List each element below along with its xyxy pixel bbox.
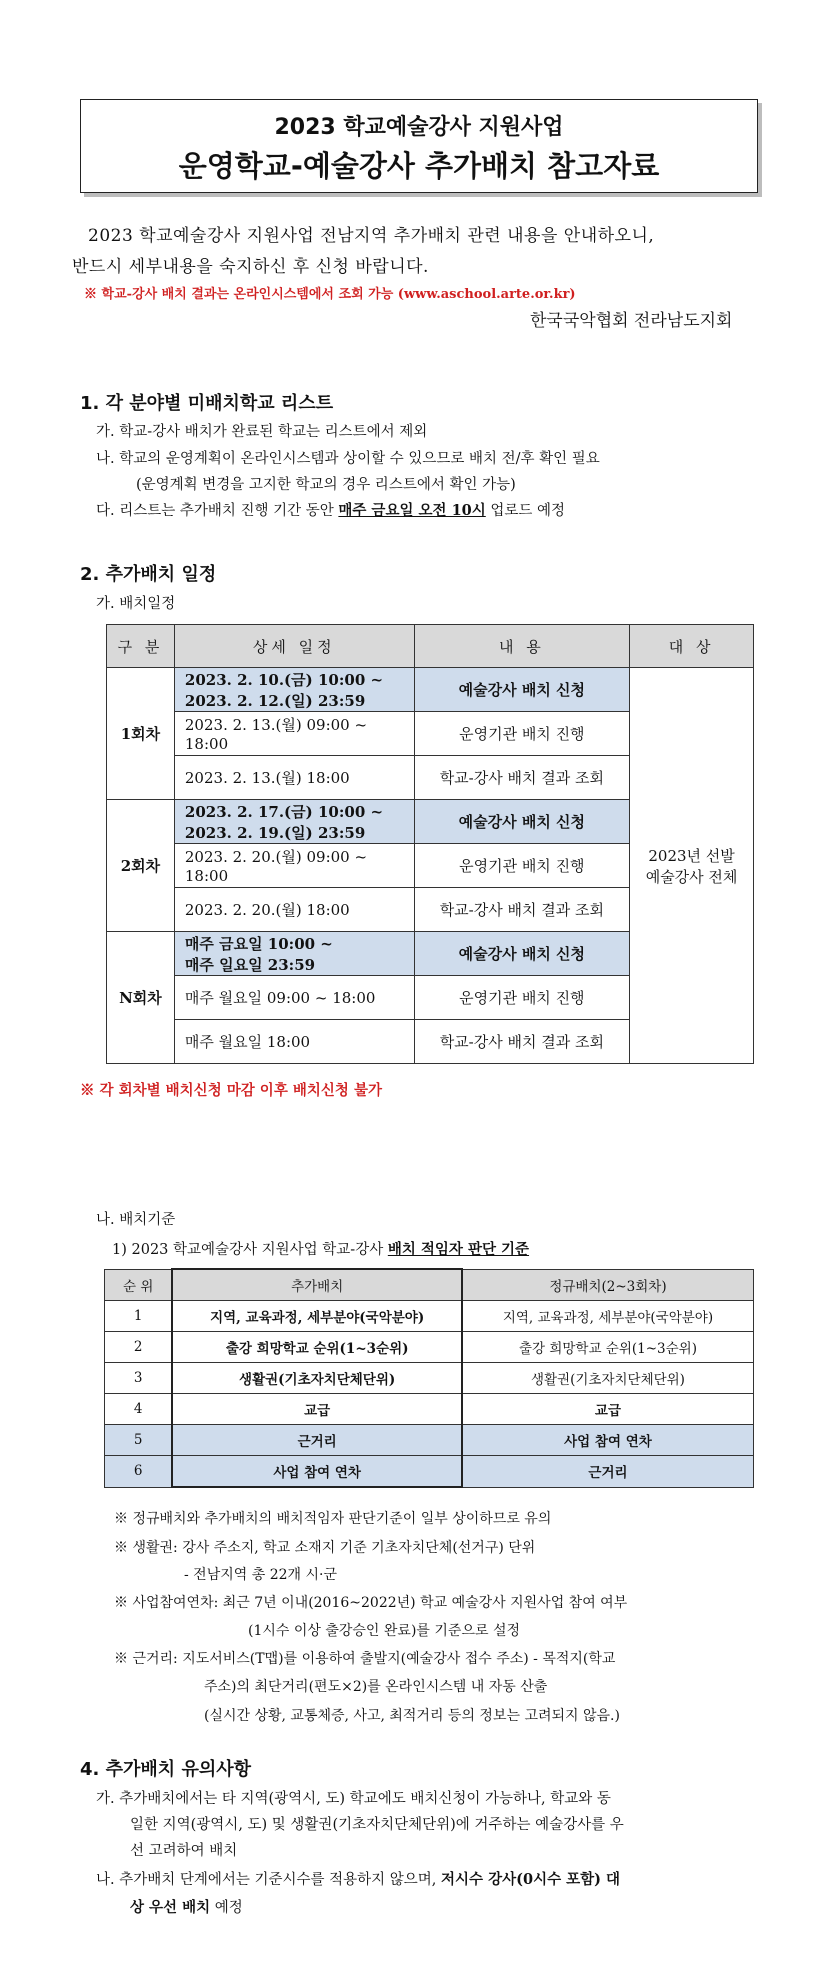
target-line-2: 예술강사 전체	[645, 867, 738, 886]
criteria-regular: 사업 참여 연차	[462, 1425, 754, 1456]
round-content: 예술강사 배치 신청	[414, 668, 630, 712]
round-date	[174, 668, 414, 712]
date-start: 매주 금요일 10:00 ~	[184, 934, 333, 953]
table-row	[105, 1301, 754, 1332]
criteria-regular: 근거리	[462, 1456, 754, 1488]
section1-heading: 1. 각 분야별 미배치학교 리스트	[80, 393, 334, 414]
section4-na-em-2: 상 우선 배치	[130, 1899, 211, 1916]
date-end: 2023. 2. 19.(일) 23:59	[184, 823, 366, 842]
criteria-rank: 2	[105, 1332, 173, 1363]
section4-heading: 4. 추가배치 유의사항	[80, 1759, 251, 1780]
date-end: 2023. 2. 12.(일) 23:59	[184, 691, 366, 710]
section4-na-em-1: 저시수 강사(0시수 포함) 대	[441, 1871, 621, 1888]
criteria-header-regular: 정규배치(2~3회차)	[462, 1269, 754, 1301]
criteria-extra: 교급	[172, 1394, 462, 1425]
doc-title: 2023 학교예술강사 지원사업	[274, 115, 564, 140]
target-line-1: 2023년 선발	[648, 846, 735, 865]
schedule-warning: ※ 각 회차별 배치신청 마감 이후 배치신청 불가	[80, 1082, 382, 1099]
criteria-title	[112, 1238, 529, 1259]
section4-ga-line-3: 선 고려하여 배치	[130, 1843, 238, 1859]
criteria-regular: 생활권(기초자치단체단위)	[462, 1363, 754, 1394]
section2-heading: 2. 추가배치 일정	[80, 564, 217, 585]
criteria-note-2: ※ 생활권: 강사 주소지, 학교 소재지 기준 기초자치단체(선거구) 단위	[114, 1540, 536, 1556]
org-name: 한국국악협회 전라남도지회	[530, 311, 733, 331]
criteria-title-pre: 1) 2023 학교예술강사 지원사업 학교-강사	[112, 1242, 388, 1258]
round-date	[174, 800, 414, 844]
criteria-rank: 6	[105, 1456, 173, 1488]
criteria-note-2-sub: - 전남지역 총 22개 시·군	[184, 1567, 337, 1583]
section1-item-da	[96, 499, 565, 520]
round-content: 학교-강사 배치 결과 조회	[414, 888, 630, 932]
round-name: 1회차	[107, 668, 175, 800]
section4-na-line-1	[96, 1868, 620, 1889]
section1-item-da-post: 업로드 예정	[485, 503, 566, 519]
date-end: 매주 일요일 23:59	[184, 955, 316, 974]
section4-ga-line-1: 가. 추가배치에서는 타 지역(광역시, 도) 학교에도 배치신청이 가능하나, 학교와 동	[96, 1791, 611, 1807]
criteria-rank: 1	[105, 1301, 173, 1332]
round-name: N회차	[107, 932, 175, 1064]
round-date: 매주 월요일 18:00	[174, 1020, 414, 1064]
criteria-regular: 교급	[462, 1394, 754, 1425]
date-start: 2023. 2. 17.(금) 10:00 ~	[184, 802, 384, 821]
intro-line-1: 2023 학교예술강사 지원사업 전남지역 추가배치 관련 내용을 안내하오니,	[88, 226, 655, 246]
schedule-header-division: 구 분	[107, 625, 175, 668]
criteria-extra: 근거리	[172, 1425, 462, 1456]
section1-item-da-pre: 다. 리스트는 추가배치 진행 기간 동안	[96, 503, 339, 519]
section4-na-post: 예정	[210, 1900, 243, 1916]
section2-sub-ga: 가. 배치일정	[96, 596, 176, 612]
section4-na-line-2	[130, 1896, 243, 1917]
round-date: 매주 월요일 09:00 ~ 18:00	[174, 976, 414, 1020]
criteria-note-3-sub: (1시수 이상 출강승인 완료)를 기준으로 설정	[248, 1623, 520, 1639]
round-content: 운영기관 배치 진행	[414, 844, 630, 888]
criteria-title-em: 배치 적임자 판단 기준	[387, 1241, 530, 1258]
intro-note: ※ 학교-강사 배치 결과는 온라인시스템에서 조회 가능 (www.aschool.arte.or.kr)	[84, 287, 576, 302]
round-content: 예술강사 배치 신청	[414, 932, 630, 976]
round-date: 2023. 2. 13.(월) 09:00 ~ 18:00	[174, 712, 414, 756]
round-date	[174, 932, 414, 976]
schedule-header-detail: 상세 일정	[174, 625, 414, 668]
section1-item-na-sub: (운영계획 변경을 고지한 학교의 경우 리스트에서 확인 가능)	[136, 477, 516, 493]
round-content: 운영기관 배치 진행	[414, 712, 630, 756]
date-start: 2023. 2. 10.(금) 10:00 ~	[184, 670, 384, 689]
section4-na-pre: 나. 추가배치 단계에서는 기준시수를 적용하지 않으며,	[96, 1872, 442, 1888]
section1-item-da-em: 매주 금요일 오전 10시	[338, 502, 486, 519]
criteria-rank: 3	[105, 1363, 173, 1394]
table-row	[105, 1425, 754, 1456]
schedule-header-target: 대 상	[630, 625, 754, 668]
criteria-note-4-sub2: (실시간 상황, 교통체증, 사고, 최적거리 등의 정보는 고려되지 않음.)	[204, 1708, 620, 1724]
title-box	[80, 99, 758, 193]
section4-ga-line-2: 일한 지역(광역시, 도) 및 생활권(기초자치단체단위)에 거주하는 예술강사를 우	[130, 1817, 624, 1833]
criteria-extra: 생활권(기초자치단체단위)	[172, 1363, 462, 1394]
criteria-extra: 지역, 교육과정, 세부분야(국악분야)	[172, 1301, 462, 1332]
intro-line-2: 반드시 세부내용을 숙지하신 후 신청 바랍니다.	[72, 257, 429, 277]
criteria-header-row	[105, 1269, 754, 1301]
criteria-note-4-sub1: 주소)의 최단거리(편도×2)를 온라인시스템 내 자동 산출	[204, 1679, 548, 1695]
criteria-extra: 사업 참여 연차	[172, 1456, 462, 1488]
criteria-header-extra: 추가배치	[172, 1269, 462, 1301]
schedule-header-row	[107, 625, 754, 668]
criteria-rank: 4	[105, 1394, 173, 1425]
criteria-header-rank: 순 위	[105, 1269, 173, 1301]
table-row	[105, 1363, 754, 1394]
table-row	[105, 1332, 754, 1363]
criteria-regular: 출강 희망학교 순위(1~3순위)	[462, 1332, 754, 1363]
criteria-extra: 출강 희망학교 순위(1~3순위)	[172, 1332, 462, 1363]
round-content: 운영기관 배치 진행	[414, 976, 630, 1020]
criteria-regular: 지역, 교육과정, 세부분야(국악분야)	[462, 1301, 754, 1332]
round-date: 2023. 2. 13.(월) 18:00	[174, 756, 414, 800]
table-row	[105, 1394, 754, 1425]
round-name: 2회차	[107, 800, 175, 932]
criteria-note-4: ※ 근거리: 지도서비스(T맵)를 이용하여 출발지(예술강사 접수 주소) - 목적지(학교	[114, 1651, 616, 1667]
criteria-note-3: ※ 사업참여연차: 최근 7년 이내(2016~2022년) 학교 예술강사 지원사업 참여 여부	[114, 1595, 628, 1611]
section1-item-ga: 가. 학교-강사 배치가 완료된 학교는 리스트에서 제외	[96, 424, 428, 440]
section2-sub-na: 나. 배치기준	[96, 1212, 176, 1228]
table-row	[107, 668, 754, 712]
section1-item-na: 나. 학교의 운영계획이 온라인시스템과 상이할 수 있으므로 배치 전/후 확인 필요	[96, 451, 600, 467]
table-row	[105, 1456, 754, 1488]
round-content: 학교-강사 배치 결과 조회	[414, 756, 630, 800]
doc-subtitle: 운영학교-예술강사 추가배치 참고자료	[178, 149, 660, 183]
round-date: 2023. 2. 20.(월) 18:00	[174, 888, 414, 932]
schedule-target	[630, 668, 754, 1064]
schedule-table	[106, 624, 754, 1064]
schedule-header-content: 내 용	[414, 625, 630, 668]
criteria-rank: 5	[105, 1425, 173, 1456]
round-content: 예술강사 배치 신청	[414, 800, 630, 844]
criteria-table	[104, 1268, 754, 1488]
round-date: 2023. 2. 20.(월) 09:00 ~ 18:00	[174, 844, 414, 888]
round-content: 학교-강사 배치 결과 조회	[414, 1020, 630, 1064]
criteria-note-1: ※ 정규배치와 추가배치의 배치적임자 판단기준이 일부 상이하므로 유의	[114, 1511, 552, 1527]
